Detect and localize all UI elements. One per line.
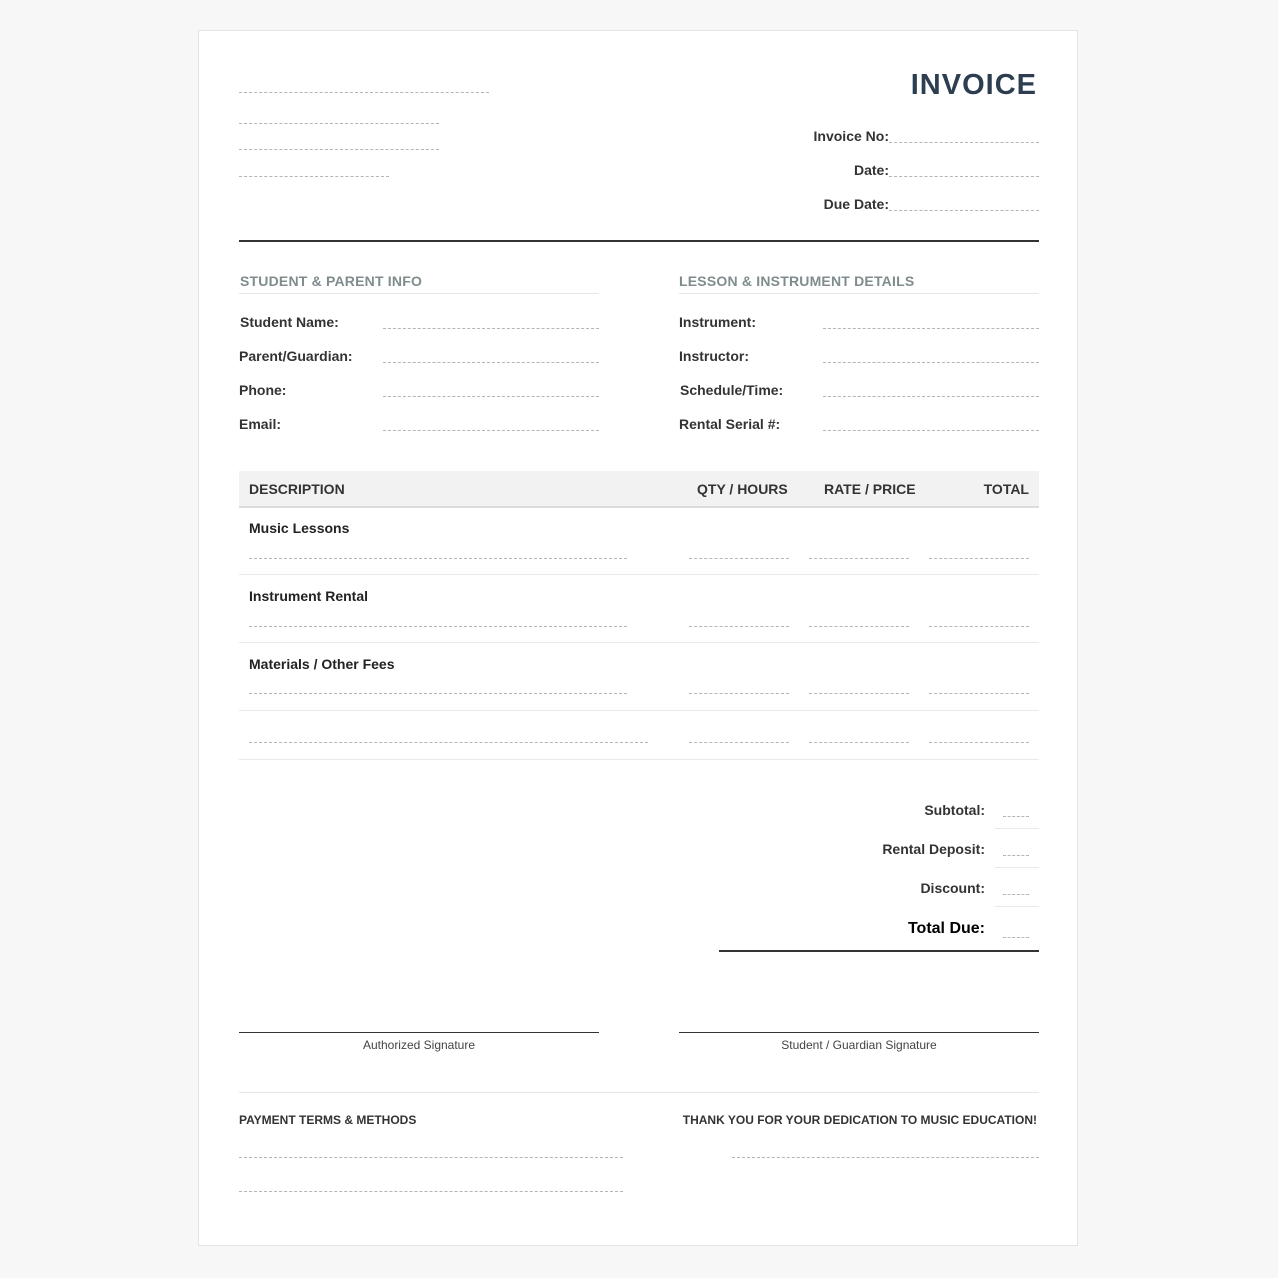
rental-deposit-field[interactable]: [1003, 855, 1029, 856]
student-guardian-signature-label: Student / Guardian Signature: [781, 1038, 937, 1052]
payment-terms-line-2[interactable]: [239, 1191, 623, 1192]
row-3-qty-field[interactable]: [689, 693, 789, 694]
row-divider: [239, 759, 1039, 760]
rental-deposit-rule: [995, 867, 1039, 868]
row-4-qty-field[interactable]: [689, 742, 789, 743]
row-2-total-field[interactable]: [929, 626, 1029, 627]
email-field[interactable]: [383, 430, 599, 431]
student-section-title: STUDENT & PARENT INFO: [240, 273, 423, 289]
discount-label: Discount:: [920, 880, 985, 896]
instrument-field[interactable]: [823, 328, 1039, 329]
row-3-total-field[interactable]: [929, 693, 1029, 694]
row-1-rate-field[interactable]: [809, 558, 909, 559]
thank-you-message: THANK YOU FOR YOUR DEDICATION TO MUSIC EDUCATION!: [682, 1113, 1037, 1127]
lesson-section-title: LESSON & INSTRUMENT DETAILS: [679, 273, 915, 289]
schedule-time-label: Schedule/Time:: [680, 382, 784, 398]
th-qty-hours: QTY / HOURS: [697, 481, 788, 497]
row-divider: [239, 710, 1039, 711]
invoice-no-label: Invoice No:: [813, 128, 889, 144]
date-field[interactable]: [889, 176, 1039, 177]
table-header: [239, 471, 1039, 508]
schedule-time-field[interactable]: [823, 396, 1039, 397]
subtotal-field[interactable]: [1003, 816, 1029, 817]
student-name-field[interactable]: [383, 328, 599, 329]
row-4-rate-field[interactable]: [809, 742, 909, 743]
phone-label: Phone:: [239, 382, 287, 398]
total-due-rule: [719, 950, 1039, 952]
discount-field[interactable]: [1003, 894, 1029, 895]
row-1-qty-field[interactable]: [689, 558, 789, 559]
invoice-page: [198, 30, 1078, 1246]
due-date-label: Due Date:: [823, 196, 889, 212]
notes-line[interactable]: [732, 1157, 1039, 1158]
student-guardian-signature-line[interactable]: [679, 1032, 1039, 1033]
row-1-description-field[interactable]: [249, 558, 627, 559]
lesson-section-rule: [679, 293, 1039, 294]
date-label: Date:: [853, 162, 889, 178]
phone-field[interactable]: [383, 396, 599, 397]
instructor-label: Instructor:: [679, 348, 749, 364]
th-description: DESCRIPTION: [249, 481, 345, 497]
authorized-signature-line[interactable]: [239, 1032, 599, 1033]
row-2-description-field[interactable]: [249, 626, 627, 627]
payment-terms-title: PAYMENT TERMS & METHODS: [239, 1113, 417, 1127]
footer-divider: [239, 1092, 1039, 1093]
company-address-line-1[interactable]: [239, 123, 439, 124]
discount-rule: [995, 906, 1039, 907]
parent-guardian-field[interactable]: [383, 362, 599, 363]
row-4-description-field[interactable]: [249, 742, 648, 743]
row-instrument-rental-title: Instrument Rental: [249, 588, 369, 604]
subtotal-rule: [995, 828, 1039, 829]
parent-guardian-label: Parent/Guardian:: [239, 348, 353, 364]
row-4-total-field[interactable]: [929, 742, 1029, 743]
row-1-total-field[interactable]: [929, 558, 1029, 559]
company-name-line[interactable]: [239, 92, 489, 93]
company-contact-line[interactable]: [239, 176, 389, 177]
instrument-label: Instrument:: [679, 314, 756, 330]
row-3-rate-field[interactable]: [809, 693, 909, 694]
authorized-signature-label: Authorized Signature: [362, 1038, 476, 1052]
email-label: Email:: [239, 416, 282, 432]
row-divider: [239, 574, 1039, 575]
subtotal-label: Subtotal:: [924, 802, 985, 818]
payment-terms-line-1[interactable]: [239, 1157, 623, 1158]
rental-deposit-label: Rental Deposit:: [882, 841, 985, 857]
student-section-rule: [239, 293, 599, 294]
row-2-rate-field[interactable]: [809, 626, 909, 627]
instructor-field[interactable]: [823, 362, 1039, 363]
total-due-label: Total Due:: [907, 920, 985, 937]
row-materials-fees-title: Materials / Other Fees: [249, 656, 395, 672]
row-music-lessons-title: Music Lessons: [249, 520, 350, 536]
rental-serial-label: Rental Serial #:: [679, 416, 781, 432]
invoice-title: INVOICE: [910, 69, 1037, 101]
row-2-qty-field[interactable]: [689, 626, 789, 627]
company-address-line-2[interactable]: [239, 149, 439, 150]
th-rate-price: RATE / PRICE: [824, 481, 916, 497]
row-divider: [239, 642, 1039, 643]
total-due-field[interactable]: [1003, 937, 1029, 938]
due-date-field[interactable]: [889, 210, 1039, 211]
th-total: TOTAL: [983, 481, 1029, 497]
rental-serial-field[interactable]: [823, 430, 1039, 431]
student-name-label: Student Name:: [240, 314, 339, 330]
header-divider: [239, 240, 1039, 242]
invoice-no-field[interactable]: [889, 142, 1039, 143]
row-3-description-field[interactable]: [249, 693, 627, 694]
